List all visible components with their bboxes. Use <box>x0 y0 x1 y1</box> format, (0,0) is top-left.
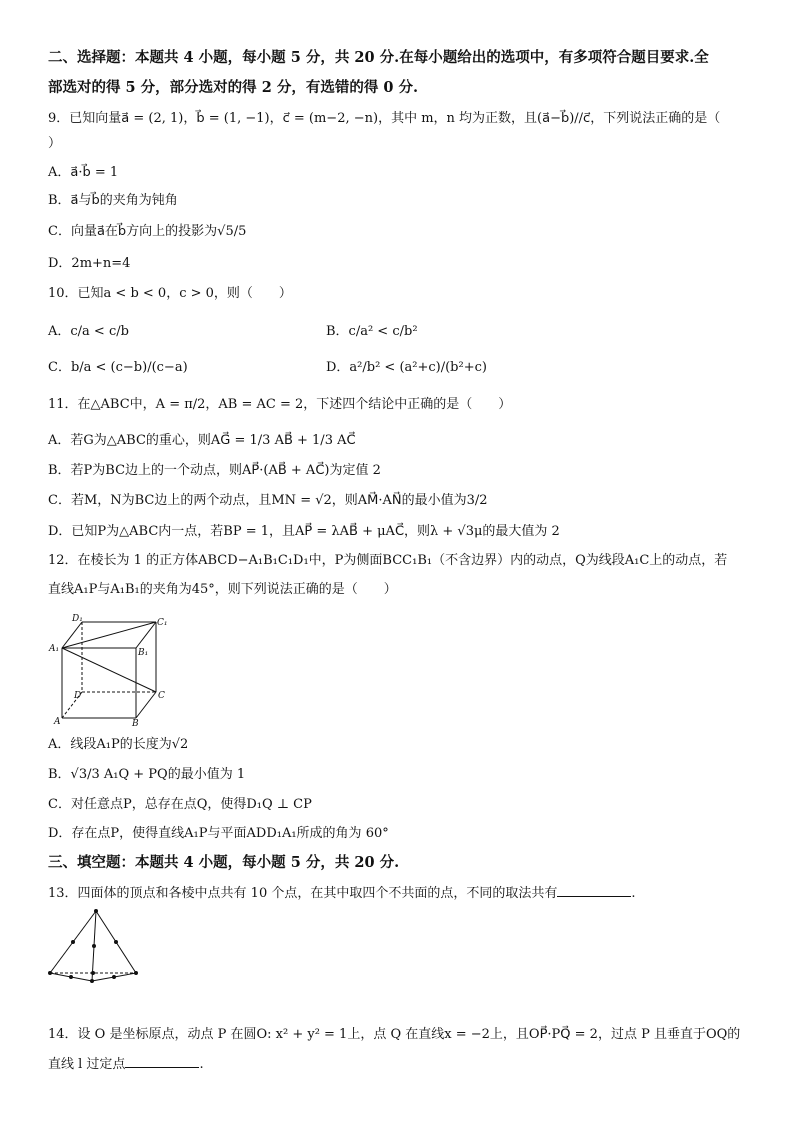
q9-option-a: A．a⃗·b⃗ = 1 <box>48 165 119 180</box>
q9-stem-line2: ） <box>48 136 62 151</box>
label-c: C <box>158 691 165 701</box>
q12-stem-line2: 直线A₁P与A₁B₁的夹角为45°，则下列说法正确的是（ ） <box>48 582 397 597</box>
q12-option-c: C．对任意点P，总存在点Q，使得D₁Q ⊥ CP <box>48 797 312 812</box>
tetrahedron-figure <box>44 905 144 987</box>
section2-heading-line1: 二、选择题：本题共 4 小题，每小题 5 分，共 20 分.在每小题给出的选项中，有多项符合题目要求.全 <box>48 49 709 66</box>
q10-option-a: A．c/a < c/b <box>48 324 129 339</box>
q13-stem-row <box>48 882 636 904</box>
q13-stem: 13．四面体的顶点和各棱中点共有 10 个点，在其中取四个不共面的点，不同的取法共有 <box>48 886 558 901</box>
q14-stem-line2: 直线 l 过定点 <box>48 1057 126 1072</box>
q11-option-b: B．若P为BC边上的一个动点，则AP⃗·(AB⃗ + AC⃗)为定值 2 <box>48 463 381 478</box>
q9-option-b: B．a⃗与b⃗的夹角为钝角 <box>48 193 178 208</box>
label-b1: B₁ <box>138 648 149 658</box>
label-d: D <box>74 691 82 701</box>
q9-option-d: D．2m+n=4 <box>48 256 131 271</box>
q14-stem-line1: 14．设 O 是坐标原点，动点 P 在圆O: x² + y² = 1上，点 Q 在直线x = −2上，且OP⃗·PQ⃗ = 2，过点 P 且垂直于OQ的 <box>48 1027 741 1042</box>
section3-heading: 三、填空题：本题共 4 小题，每小题 5 分，共 20 分. <box>48 854 400 871</box>
cube-figure <box>44 612 174 730</box>
q11-stem: 11．在△ABC中，A = π/2，AB = AC = 2，下述四个结论中正确的是（ ） <box>48 397 512 412</box>
q10-stem: 10．已知a < b < 0，c > 0，则（ ） <box>48 286 292 301</box>
q11-option-d: D．已知P为△ABC内一点，若BP = 1，且AP⃗ = λAB⃗ + μAC⃗，则λ + √3μ的最大值为 2 <box>48 524 560 539</box>
label-b: B <box>132 719 139 729</box>
q11-option-a: A．若G为△ABC的重心，则AG⃗ = 1/3 AB⃗ + 1/3 AC⃗ <box>48 433 356 448</box>
q13-period: . <box>631 886 636 901</box>
q12-stem-line1: 12．在棱长为 1 的正方体ABCD−A₁B₁C₁D₁中，P为侧面BCC₁B₁（不含边界）内的动点，Q为线段A₁C上的动点，若 <box>48 553 728 568</box>
q9-option-c: C．向量a⃗在b⃗方向上的投影为√5/5 <box>48 224 247 239</box>
q9-stem-line1: 9．已知向量a⃗ = (2, 1)，b⃗ = (1, −1)，c⃗ = (m−2, −n)，其中 m，n 均为正数，且(a⃗−b⃗)//c⃗，下列说法正确的是（ <box>48 111 721 126</box>
q10-option-c: C．b/a < (c−b)/(c−a) <box>48 360 188 375</box>
q12-option-b: B．√3/3 A₁Q + PQ的最小值为 1 <box>48 767 246 782</box>
q12-option-d: D．存在点P，使得直线A₁P与平面ADD₁A₁所成的角为 60° <box>48 826 389 841</box>
q14-answer-blank[interactable] <box>125 1053 199 1068</box>
q13-answer-blank[interactable] <box>557 882 631 897</box>
q14-stem-row2 <box>48 1053 204 1075</box>
section2-heading-line2: 部选对的得 5 分，部分选对的得 2 分，有选错的得 0 分. <box>48 79 419 96</box>
q10-option-b: B．c/a² < c/b² <box>326 324 418 339</box>
q11-option-c: C．若M，N为BC边上的两个动点，且MN = √2，则AM⃗·AN⃗的最小值为3/2 <box>48 493 488 508</box>
label-d1: D₁ <box>72 614 83 624</box>
q12-option-a: A．线段A₁P的长度为√2 <box>48 737 189 752</box>
q14-period: . <box>199 1057 204 1072</box>
label-c1: C₁ <box>157 618 168 628</box>
q10-option-d: D．a²/b² < (a²+c)/(b²+c) <box>326 360 487 375</box>
label-a: A <box>54 717 61 727</box>
label-a1: A₁ <box>49 644 60 654</box>
